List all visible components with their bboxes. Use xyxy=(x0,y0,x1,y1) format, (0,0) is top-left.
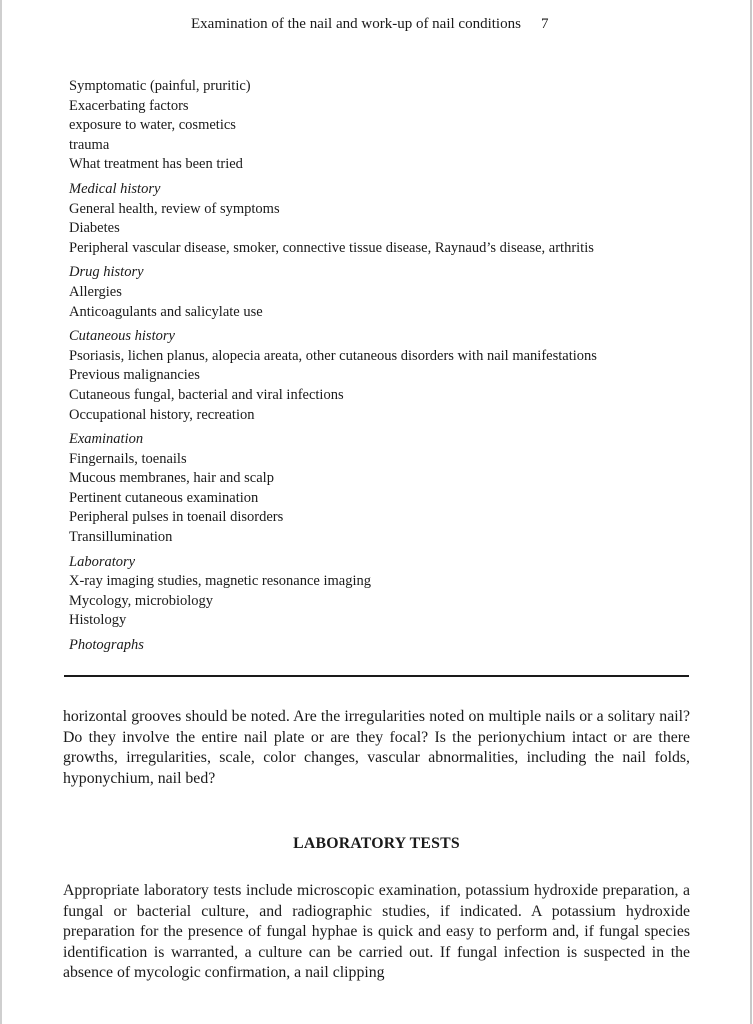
body-paragraph: horizontal grooves should be noted. Are the irregularities noted on multiple nails or a solitary nail? Do they involve the entire nail plate or are they focal? Is the perionychium intact or are there growths, irregularities, scale, color changes, vascular abnormalities, including the nail folds, hyponychium, nail bed? xyxy=(63,708,690,787)
page-edge-right xyxy=(750,0,752,1024)
checklist-item: General health, review of symptoms xyxy=(69,200,280,217)
checklist-item: Psoriasis, lichen planus, alopecia areata, other cutaneous disorders with nail manifestations xyxy=(69,347,597,364)
checklist-group-symptoms xyxy=(69,77,689,175)
checklist-group-photographs xyxy=(69,636,689,656)
checklist-item: Exacerbating factors xyxy=(69,97,189,114)
body-paragraph: Appropriate laboratory tests include microscopic examination, potassium hydroxide preparation, a fungal or bacterial culture, and radiographic studies, if indicated. A potassium hydroxide preparation for the presence of fungal hyphae is quick and easy to perform and, if fungal species identification is warranted, a culture can be carried out. If fungal infection is suspected in the absence of mycologic confirmation, a nail clipping xyxy=(63,882,690,981)
page-number: 7 xyxy=(540,16,549,32)
checklist-item: Diabetes xyxy=(69,220,120,237)
checklist-item: Peripheral vascular disease, smoker, connective tissue disease, Raynaud’s disease, arthritis xyxy=(69,239,594,256)
checklist-heading: Medical history xyxy=(69,180,161,197)
checklist-item: exposure to water, cosmetics xyxy=(69,117,236,134)
checklist-heading: Examination xyxy=(69,431,144,448)
running-title: Examination of the nail and work-up of nail conditions xyxy=(191,16,521,32)
checklist-heading: Photographs xyxy=(69,637,144,654)
checklist-item: Previous malignancies xyxy=(69,367,200,384)
checklist-heading: Drug history xyxy=(69,264,144,281)
running-header xyxy=(191,16,548,33)
checklist-group-examination xyxy=(69,430,689,548)
checklist-item: What treatment has been tried xyxy=(69,156,243,173)
checklist-group-laboratory xyxy=(69,553,689,631)
checklist-item: Allergies xyxy=(69,283,122,300)
checklist-item: Cutaneous fungal, bacterial and viral infections xyxy=(69,386,344,403)
checklist-item: Anticoagulants and salicylate use xyxy=(69,303,263,320)
checklist-item: X-ray imaging studies, magnetic resonance imaging xyxy=(69,573,371,590)
checklist-item: Mucous membranes, hair and scalp xyxy=(69,470,274,487)
checklist-group-drug-history xyxy=(69,263,689,322)
checklist-item: Transillumination xyxy=(69,529,173,546)
checklist-item: Pertinent cutaneous examination xyxy=(69,489,259,506)
box-bottom-rule xyxy=(64,675,689,677)
page-edge-left xyxy=(0,0,2,1024)
checklist-item: Mycology, microbiology xyxy=(69,592,214,609)
checklist-item: Symptomatic (painful, pruritic) xyxy=(69,78,251,94)
checklist-item: Peripheral pulses in toenail disorders xyxy=(69,509,284,526)
checklist-group-cutaneous-history xyxy=(69,327,689,425)
checklist-item: Occupational history, recreation xyxy=(69,406,255,423)
checklist-heading: Laboratory xyxy=(69,553,136,570)
checklist-heading: Cutaneous history xyxy=(69,328,175,345)
history-examination-checklist xyxy=(69,77,689,661)
section-title: LABORATORY TESTS xyxy=(293,835,460,852)
checklist-item: Fingernails, toenails xyxy=(69,450,187,467)
checklist-item: Histology xyxy=(69,612,127,629)
checklist-item: trauma xyxy=(69,136,110,153)
checklist-group-medical-history xyxy=(69,180,689,258)
